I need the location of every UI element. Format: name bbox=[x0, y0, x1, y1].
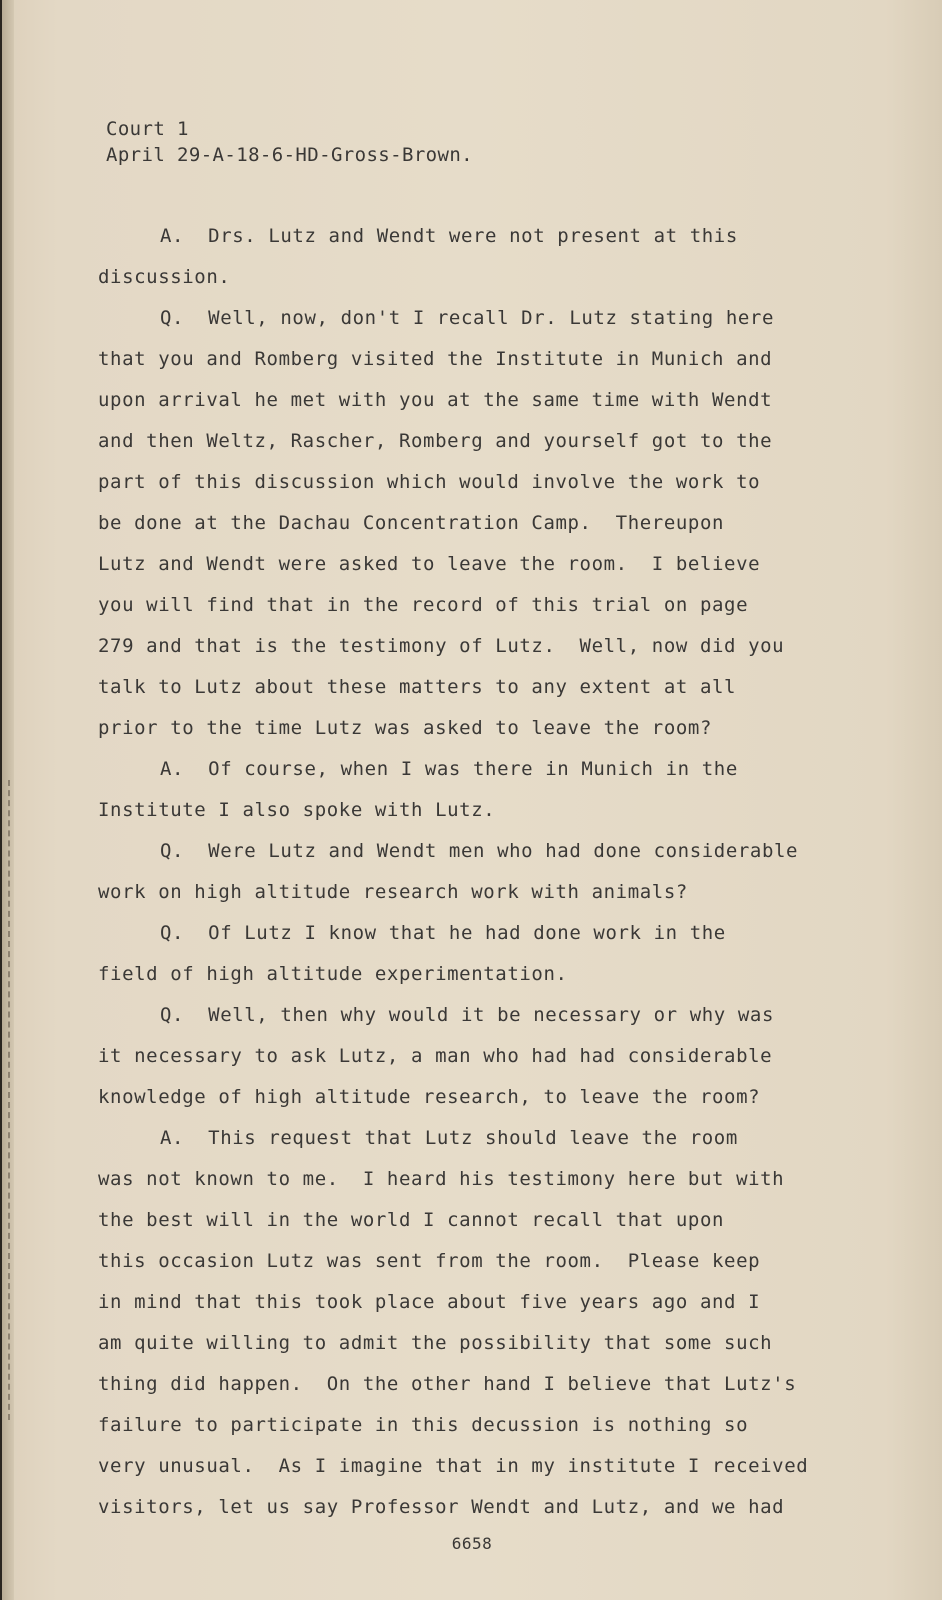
transcript-line: Lutz and Wendt were asked to leave the room. I believe bbox=[98, 553, 761, 575]
transcript-line: Q. Well, now, don't I recall Dr. Lutz stating here bbox=[160, 307, 774, 329]
transcript-line: that you and Romberg visited the Institute in Munich and bbox=[98, 348, 773, 370]
transcript-line: it necessary to ask Lutz, a man who had had considerable bbox=[98, 1045, 773, 1067]
binding-marks bbox=[8, 780, 18, 1420]
transcript-line: A. Drs. Lutz and Wendt were not present at this bbox=[160, 225, 738, 247]
document-header bbox=[106, 116, 473, 168]
transcript-line: part of this discussion which would involve the work to bbox=[98, 471, 761, 493]
transcript-line: be done at the Dachau Concentration Camp. Thereupon bbox=[98, 512, 725, 534]
document-page bbox=[2, 0, 942, 1600]
transcript-line: thing did happen. On the other hand I believe that Lutz's bbox=[98, 1373, 797, 1395]
transcript-line: discussion. bbox=[98, 266, 231, 288]
header-court: Court 1 bbox=[106, 118, 189, 140]
transcript-line: A. This request that Lutz should leave the room bbox=[160, 1127, 738, 1149]
transcript-line: field of high altitude experimentation. bbox=[98, 963, 568, 985]
transcript-line: was not known to me. I heard his testimony here but with bbox=[98, 1168, 785, 1190]
transcript-line: 279 and that is the testimony of Lutz. Well, now did you bbox=[98, 635, 785, 657]
transcript-line: work on high altitude research work with animals? bbox=[98, 881, 688, 903]
transcript-line: knowledge of high altitude research, to leave the room? bbox=[98, 1086, 761, 1108]
page-number: 6658 bbox=[451, 1534, 493, 1553]
transcript-line: visitors, let us say Professor Wendt and Lutz, and we had bbox=[98, 1496, 785, 1518]
transcript-line: prior to the time Lutz was asked to leave the room? bbox=[98, 717, 712, 739]
transcript-line: Q. Were Lutz and Wendt men who had done considerable bbox=[160, 840, 799, 862]
transcript-line: the best will in the world I cannot recall that upon bbox=[98, 1209, 725, 1231]
transcript-line: Q. Of Lutz I know that he had done work in the bbox=[160, 922, 726, 944]
transcript-line: A. Of course, when I was there in Munich in the bbox=[160, 758, 738, 780]
transcript-line: talk to Lutz about these matters to any extent at all bbox=[98, 676, 737, 698]
transcript-line: am quite willing to admit the possibility that some such bbox=[98, 1332, 773, 1354]
transcript-body bbox=[98, 216, 818, 1528]
transcript-line: Q. Well, then why would it be necessary or why was bbox=[160, 1004, 774, 1026]
transcript-line: and then Weltz, Rascher, Romberg and yourself got to the bbox=[98, 430, 773, 452]
header-reference: April 29-A-18-6-HD-Gross-Brown. bbox=[106, 144, 474, 166]
transcript-line: this occasion Lutz was sent from the room. Please keep bbox=[98, 1250, 761, 1272]
transcript-line: in mind that this took place about five years ago and I bbox=[98, 1291, 761, 1313]
transcript-line: failure to participate in this decussion is nothing so bbox=[98, 1414, 749, 1436]
transcript-line: upon arrival he met with you at the same time with Wendt bbox=[98, 389, 773, 411]
transcript-line: Institute I also spoke with Lutz. bbox=[98, 799, 496, 821]
transcript-line: very unusual. As I imagine that in my institute I received bbox=[98, 1455, 809, 1477]
transcript-line: you will find that in the record of this trial on page bbox=[98, 594, 749, 616]
